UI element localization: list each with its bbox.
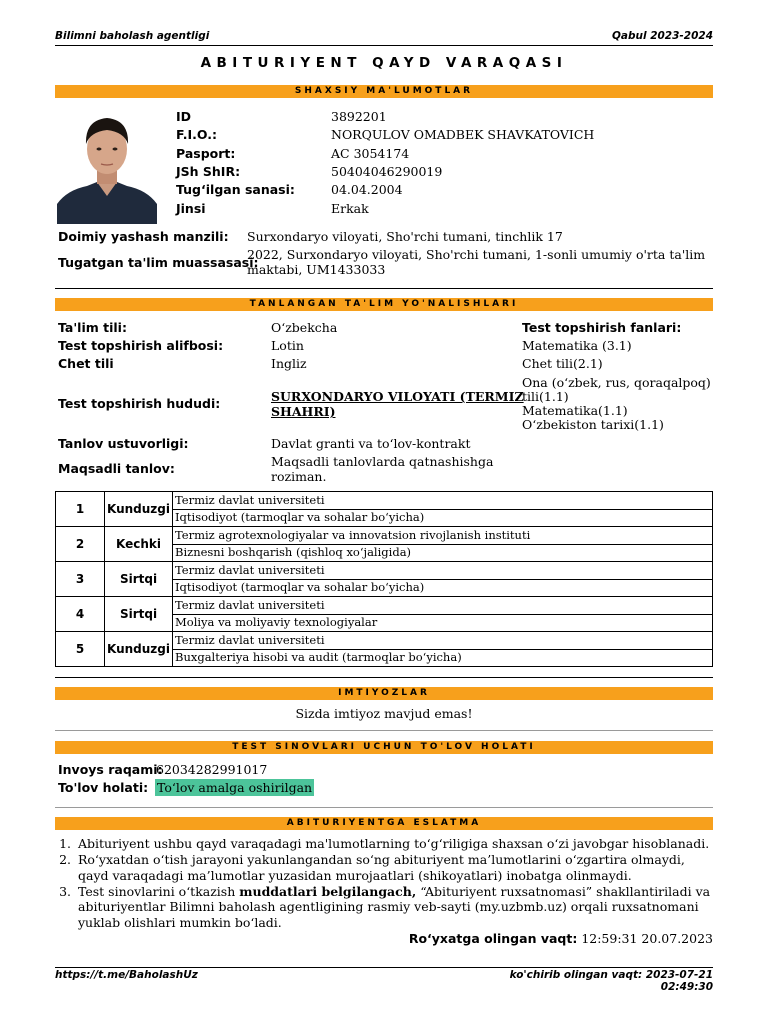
birth-date-label: Tug‘ilgan sanasi: bbox=[176, 182, 295, 197]
region-value-line1: SURXONDARYO VILOYATI (TERMIZ bbox=[271, 389, 524, 404]
subject-item: Matematika (3.1) bbox=[522, 338, 632, 353]
direction-program: Moliya va moliyaviy texnologiyalar bbox=[173, 614, 713, 632]
direction-program: Buxgalteriya hisobi va audit (tarmoqlar bo‘yicha) bbox=[173, 649, 713, 667]
fio-label: F.I.O.: bbox=[176, 127, 217, 142]
fio-value: NORQULOV OMADBEK SHAVKATOVICH bbox=[331, 127, 595, 142]
copied-time-line1: ko'chirib olingan vaqt: 2023-07-21 bbox=[509, 969, 713, 981]
note-text: “Abituriyent ruxsatnomasi” shakllantiriladi va abituriyentlar Bilimni baholash agentligining rasmiy veb-sayti (my.uzbmb.uz) orqali ruxsatnomani yuklab olishlari mumkin bo‘ladi. bbox=[78, 883, 711, 930]
direction-program: Iqtisodiyot (tarmoqlar va sohalar bo‘yicha) bbox=[173, 579, 713, 597]
id-label: ID bbox=[176, 109, 192, 124]
subject-item: Chet tili(2.1) bbox=[522, 356, 603, 371]
school-value-line2: maktabi, UM1433033 bbox=[247, 262, 386, 277]
passport-value: AC 3054174 bbox=[331, 146, 410, 161]
divider-payment bbox=[55, 807, 713, 808]
table-row bbox=[56, 492, 713, 510]
direction-university: Termiz agrotexnologiyalar va innovatsion rivojlanish instituti bbox=[173, 527, 713, 545]
notes-list bbox=[75, 836, 715, 930]
direction-university: Termiz davlat universiteti bbox=[173, 562, 713, 580]
lang-value: O‘zbekcha bbox=[271, 320, 338, 335]
direction-number: 4 bbox=[56, 597, 105, 632]
registration-time-label: Ro‘yxatga olingan vaqt: bbox=[408, 931, 578, 946]
note-text: Ro‘yxatdan o‘tish jarayoni yakunlangandan so‘ng abituriyent ma’lumotlarini o‘zgartira olmaydi, qayd varaqadagi ma’lumotlar yuzasidan murojaatlari (shikoyatlari) inobatga olinmaydi. bbox=[78, 851, 685, 883]
priority-label: Tanlov ustuvorligi: bbox=[58, 436, 189, 451]
divider-personal bbox=[55, 288, 713, 289]
table-row bbox=[56, 562, 713, 580]
jshshir-label: JSh ShIR: bbox=[176, 164, 241, 179]
table-row bbox=[56, 527, 713, 545]
direction-mode: Sirtqi bbox=[105, 597, 173, 632]
section-bar-personal: SHAXSIY MA'LUMOTLAR bbox=[55, 85, 713, 98]
direction-mode: Sirtqi bbox=[105, 562, 173, 597]
lang-label: Ta'lim tili: bbox=[58, 320, 127, 335]
section-bar-payment: TEST SINOVLARI UCHUN TO'LOV HOLATI bbox=[55, 741, 713, 754]
divider-directions bbox=[55, 677, 713, 678]
targeted-value-line2: roziman. bbox=[271, 469, 327, 484]
school-value-line1: 2022, Surxondaryo viloyati, Sho'rchi tumani, 1-sonli umumiy o'rta ta'lim bbox=[247, 247, 706, 262]
admission-year: Qabul 2023-2024 bbox=[611, 30, 713, 42]
gender-value: Erkak bbox=[331, 201, 369, 216]
header-divider bbox=[55, 45, 713, 46]
direction-university: Termiz davlat universiteti bbox=[173, 492, 713, 510]
privileges-text: Sizda imtiyoz mavjud emas! bbox=[295, 706, 473, 721]
id-value: 3892201 bbox=[331, 109, 387, 124]
priority-value: Davlat granti va to‘lov-kontrakt bbox=[271, 436, 471, 451]
subject-item: Ona (o‘zbek, rus, qoraqalpoq) bbox=[522, 375, 711, 390]
payment-status-badge: To‘lov amalga oshirilgan bbox=[157, 780, 313, 795]
note-text: Abituriyent ushbu qayd varaqadagi ma'lumotlarning to‘g‘riligiga shaxsan o‘zi javobgar hisoblanadi. bbox=[78, 836, 710, 851]
direction-university: Termiz davlat universiteti bbox=[173, 597, 713, 615]
school-label: Tugatgan ta'lim muassasasi: bbox=[58, 255, 259, 270]
passport-label: Pasport: bbox=[176, 146, 236, 161]
region-value-line2: SHAHRI) bbox=[271, 404, 336, 419]
footer-divider bbox=[55, 967, 713, 968]
section-bar-notes: ABITURIYENTGA ESLATMA bbox=[55, 817, 713, 830]
direction-number: 3 bbox=[56, 562, 105, 597]
direction-university: Termiz davlat universiteti bbox=[173, 632, 713, 650]
alphabet-value: Lotin bbox=[271, 338, 304, 353]
foreign-lang-value: Ingliz bbox=[271, 356, 307, 371]
payment-status-label: To'lov holati: bbox=[58, 780, 149, 795]
subject-item: tili(1.1) bbox=[522, 389, 569, 404]
subjects-label: Test topshirish fanlari: bbox=[522, 320, 682, 335]
direction-number: 5 bbox=[56, 632, 105, 667]
subject-item: Matematika(1.1) bbox=[522, 403, 628, 418]
copied-time-line2: 02:49:30 bbox=[660, 981, 713, 993]
direction-mode: Kechki bbox=[105, 527, 173, 562]
table-row bbox=[56, 597, 713, 615]
table-row bbox=[56, 632, 713, 650]
alphabet-label: Test topshirish alifbosi: bbox=[58, 338, 224, 353]
gender-label: Jinsi bbox=[176, 201, 206, 216]
direction-number: 2 bbox=[56, 527, 105, 562]
note-text-bold: muddatlari belgilangach, bbox=[239, 883, 417, 899]
targeted-label: Maqsadli tanlov: bbox=[58, 461, 175, 476]
page-title: ABITURIYENT QAYD VARAQASI bbox=[200, 55, 568, 71]
direction-program: Biznesni boshqarish (qishloq xo‘jaligida) bbox=[173, 544, 713, 562]
foreign-lang-label: Chet tili bbox=[58, 356, 114, 371]
directions-table bbox=[55, 491, 713, 667]
direction-number: 1 bbox=[56, 492, 105, 527]
invoice-label: Invoys raqami: bbox=[58, 762, 163, 777]
list-item bbox=[75, 884, 715, 931]
address-label: Doimiy yashash manzili: bbox=[58, 229, 229, 244]
applicant-photo bbox=[57, 104, 157, 224]
birth-date-value: 04.04.2004 bbox=[331, 182, 403, 197]
list-item bbox=[75, 852, 715, 883]
agency-name: Bilimni baholash agentligi bbox=[55, 30, 210, 42]
subject-item: O‘zbekiston tarixi(1.1) bbox=[522, 417, 664, 432]
jshshir-value: 50404046290019 bbox=[331, 164, 443, 179]
divider-privileges bbox=[55, 730, 713, 731]
direction-mode: Kunduzgi bbox=[105, 632, 173, 667]
registration-time bbox=[409, 931, 713, 946]
region-label: Test topshirish hududi: bbox=[58, 396, 221, 411]
section-bar-privileges: IMTIYOZLAR bbox=[55, 687, 713, 700]
note-text: Test sinovlarini o‘tkazish bbox=[78, 883, 240, 899]
registration-time-value: 12:59:31 20.07.2023 bbox=[581, 931, 713, 946]
telegram-link[interactable]: https://t.me/BaholashUz bbox=[55, 969, 198, 981]
list-item bbox=[75, 836, 715, 852]
targeted-value-line1: Maqsadli tanlovlarda qatnashishga bbox=[271, 454, 494, 469]
direction-mode: Kunduzgi bbox=[105, 492, 173, 527]
direction-program: Iqtisodiyot (tarmoqlar va sohalar bo‘yicha) bbox=[173, 509, 713, 527]
invoice-value: 62034282991017 bbox=[156, 762, 268, 777]
section-bar-directions: TANLANGAN TA'LIM YO'NALISHLARI bbox=[55, 298, 713, 311]
address-value: Surxondaryo viloyati, Sho'rchi tumani, tinchlik 17 bbox=[247, 229, 563, 244]
